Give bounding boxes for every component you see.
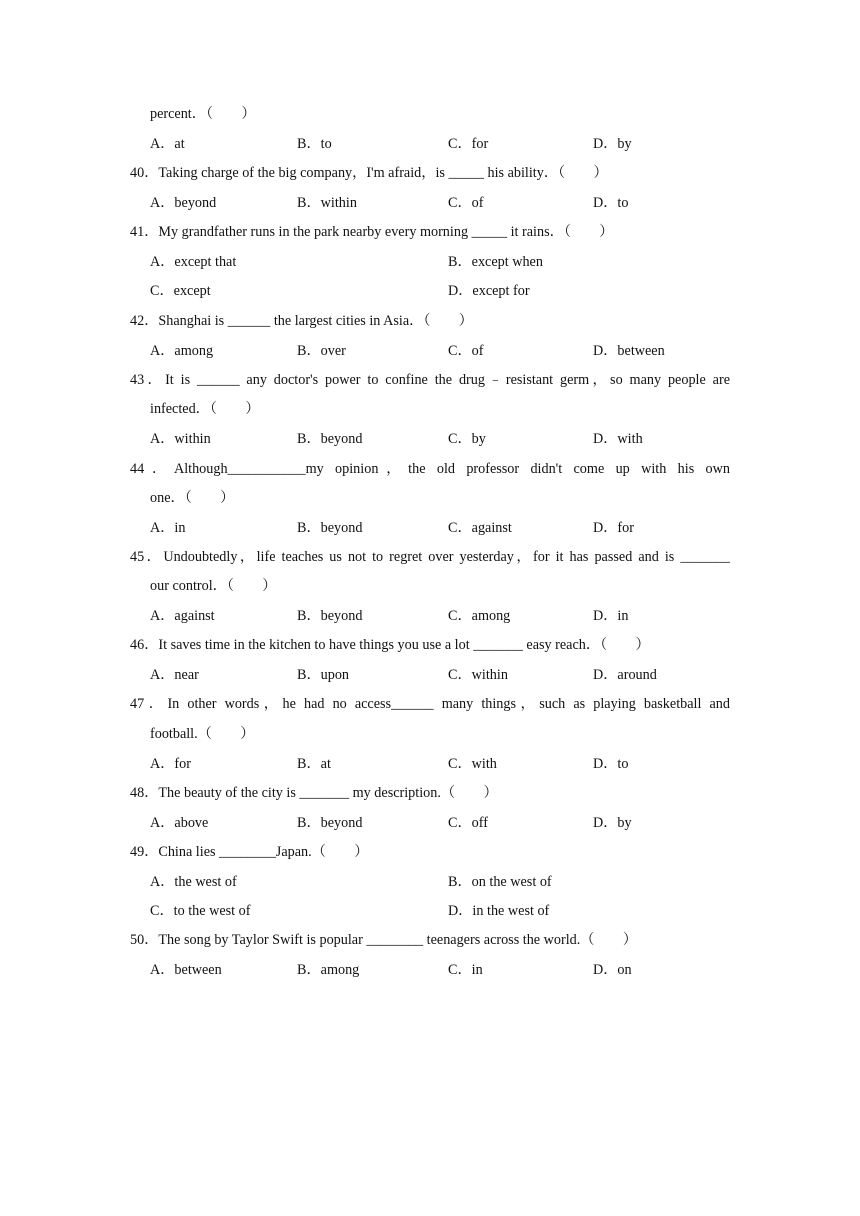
q41-option-b: B．except when [448, 254, 543, 270]
q49-option-d: D．in the west of [448, 903, 550, 919]
q47-option-c: C．with [448, 756, 497, 772]
q39-option-d: D．by [593, 136, 632, 152]
q48-option-d: D．by [593, 815, 632, 831]
q47-option-d: D．to [593, 756, 629, 772]
q42-option-c: C．of [448, 343, 484, 359]
question-44-text-line1: 44．Although___________my opinion，the old professor didn't come up with his own [130, 461, 730, 477]
q39-option-a: A．at [150, 136, 185, 152]
q43-option-d: D．with [593, 431, 643, 447]
q49-option-b: B．on the west of [448, 874, 552, 890]
q39-option-b: B．to [297, 136, 332, 152]
question-49-text: 49．China lies ________Japan.（ ） [130, 844, 369, 860]
q50-option-b: B．among [297, 962, 360, 978]
q50-option-a: A．between [150, 962, 222, 978]
question-45-text-line1: 45．Undoubtedly，life teaches us not to regret over yesterday，for it has passed and is _______ [130, 549, 730, 565]
q48-option-b: B．beyond [297, 815, 363, 831]
question-45-text-line2: our control．（ ） [150, 578, 277, 594]
q45-option-a: A．against [150, 608, 215, 624]
question-43-text-line1: 43．It is ______ any doctor's power to confine the drug﹣resistant germ，so many people are [130, 372, 730, 388]
q43-option-b: B．beyond [297, 431, 363, 447]
question-41-text: 41．My grandfather runs in the park nearby every morning _____ it rains．（ ） [130, 224, 614, 240]
q46-option-d: D．around [593, 667, 657, 683]
q48-option-c: C．off [448, 815, 488, 831]
q40-option-a: A．beyond [150, 195, 217, 211]
q47-option-a: A．for [150, 756, 191, 772]
question-42-text: 42．Shanghai is ______ the largest cities in Asia．（ ） [130, 313, 473, 329]
q45-option-d: D．in [593, 608, 629, 624]
q47-option-b: B．at [297, 756, 331, 772]
q44-option-a: A．in [150, 520, 186, 536]
q50-option-c: C．in [448, 962, 483, 978]
q46-option-c: C．within [448, 667, 508, 683]
q44-option-d: D．for [593, 520, 634, 536]
q48-option-a: A．above [150, 815, 209, 831]
q43-option-c: C．by [448, 431, 486, 447]
question-39-tail: percent．（ ） [150, 106, 256, 122]
question-48-text: 48．The beauty of the city is _______ my description.（ ） [130, 785, 498, 801]
question-47-text-line2: football.（ ） [150, 726, 255, 742]
q45-option-c: C．among [448, 608, 511, 624]
q41-option-c: C．except [150, 283, 211, 299]
q40-option-b: B．within [297, 195, 357, 211]
q42-option-d: D．between [593, 343, 665, 359]
q44-option-c: C．against [448, 520, 512, 536]
q40-option-c: C．of [448, 195, 484, 211]
q39-option-c: C．for [448, 136, 489, 152]
q41-option-a: A．except that [150, 254, 237, 270]
q49-option-c: C．to the west of [150, 903, 251, 919]
question-47-text-line1: 47．In other words，he had no access______ many things，such as playing basketball and [130, 696, 730, 712]
q44-option-b: B．beyond [297, 520, 363, 536]
question-40-text: 40．Taking charge of the big company，I'm afraid，is _____ his ability．（ ） [130, 165, 608, 181]
q45-option-b: B．beyond [297, 608, 363, 624]
question-44-text-line2: one．（ ） [150, 490, 235, 506]
q40-option-d: D．to [593, 195, 629, 211]
q43-option-a: A．within [150, 431, 211, 447]
question-43-text-line2: infected．（ ） [150, 401, 260, 417]
question-50-text: 50．The song by Taylor Swift is popular ________ teenagers across the world.（ ） [130, 932, 638, 948]
q46-option-a: A．near [150, 667, 199, 683]
question-46-text: 46．It saves time in the kitchen to have things you use a lot _______ easy reach．（ ） [130, 637, 650, 653]
q50-option-d: D．on [593, 962, 632, 978]
q42-option-a: A．among [150, 343, 214, 359]
q49-option-a: A．the west of [150, 874, 237, 890]
q42-option-b: B．over [297, 343, 346, 359]
q46-option-b: B．upon [297, 667, 350, 683]
q41-option-d: D．except for [448, 283, 530, 299]
